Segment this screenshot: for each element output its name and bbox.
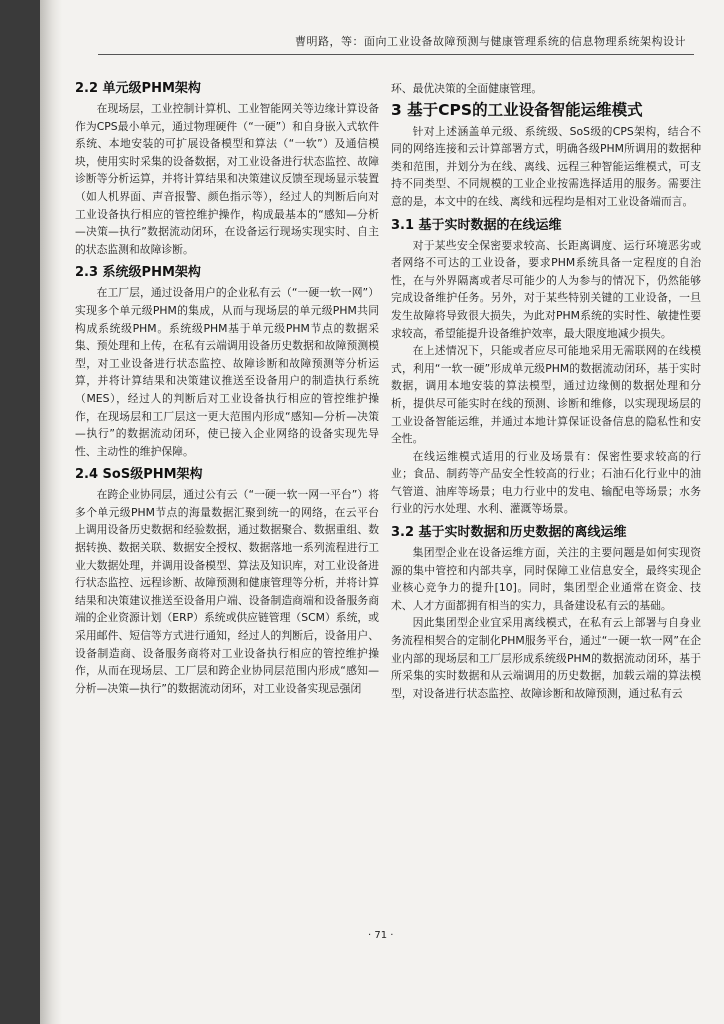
section-3-heading: 3 基于CPS的工业设备智能运维模式 bbox=[391, 100, 643, 119]
section-3-2-heading: 3.2 基于实时数据和历史数据的离线运维 bbox=[391, 525, 627, 541]
section-2-3-heading: 2.3 系统级PHM架构 bbox=[75, 265, 201, 281]
page-number: · 71 · bbox=[368, 930, 394, 941]
section-3-2-paragraph-2: 因此集团型企业宜采用离线模式，在私有云上部署与自身业务流程相契合的定制化PHM服务平台，通过“一硬一软一网”在企业内部的现场层和工厂层形成系统级PHM的数据流动闭环，基于所采集的实时数据和从云端调用的历史数据，加载云端的算法模型，对设备进行状态监控、故障诊断和故障预测，通过私有云 bbox=[391, 616, 701, 700]
continued-text: 环、最优决策的全面健康管理。 bbox=[391, 82, 543, 95]
section-3-1-paragraph-2: 在上述情况下，只能或者应尽可能地采用无需联网的在线模式，利用“一软一硬”形成单元级PHM的数据流动闭环，基于实时数据，调用本地安装的算法模型，通过边缘侧的数据处理和分析，提供尽可能实时在线的预测、诊断和维修，以实现现场层的工业设备智能运维，并通过本地计算保证设备信息的隐私性和安全性。 bbox=[391, 344, 701, 446]
section-2-3-paragraph: 在工厂层，通过设备用户的企业私有云（“一硬一软一网”）实现多个单元级PHM的集成，从而与现场层的单元级PHM共同构成系统级PHM。系统级PHM基于单元级PHM节点的数据采集、预处理和上传，在私有云端调用设备历史数据和故障预测模型，对工业设备进行状态监控、故障诊断和故障预测等分析运算，并将计算结果和决策建议推送至设备用户的制造执行系统（MES），经过人的判断后对工业设备执行相应的管控维护操作，在现场层和工厂层这一更大范围内形成“感知—分析—决策—执行”的数据流动闭环，使已接入企业网络的设备实现先导性、主动性的维护保障。 bbox=[75, 286, 379, 458]
section-2-4-heading: 2.4 SoS级PHM架构 bbox=[75, 467, 203, 483]
section-2-2-paragraph: 在现场层，工业控制计算机、工业智能网关等边缘计算设备作为CPS最小单元，通过物理硬件（“一硬”）和自身嵌入式软件系统、本地安装的可扩展设备模型和算法（“一软”）及通信模块，使用实时采集的设备数据，对工业设备进行状态监控、故障诊断等分析运算，并将计算结果和决策建议反馈至现场显示装置（如人机界面、声音报警、颜色指示等），经过人的判断后向对工业设备执行相应的管控维护操作，构成最基本的“感知—分析—决策—执行”数据流动闭环，在设备运行现场实现实时、自主的状态监测和故障诊断。 bbox=[75, 102, 379, 256]
section-2-4-paragraph: 在跨企业协同层，通过公有云（“一硬一软一网一平台”）将多个单元级PHM节点的海量数据汇聚到统一的网络，在云平台上调用设备历史数据和经验数据，通过数据聚合、数据重组、数据转换、数据关联、数据安全授权、数据落地一系列流程进行工业大数据处理，并调用设备模型、算法及知识库，对工业设备进行状态监控、远程诊断、故障预测和健康管理等分析，并将计算结果和决策建议推送至设备用户端、设备制造商端和设备服务商端的企业资源计划（ERP）系统或供应链管理（SCM）系统，或采用邮件、短信等方式进行通知，经过人的判断后，设备用户、设备制造商、设备服务商将对工业设备执行相应的管控维护操作，从而在现场层、工厂层和跨企业协同层范围内形成“感知—分析—决策—执行”的数据流动闭环，对工业设备实现忌强闭 bbox=[75, 488, 379, 695]
page-binding-shadow bbox=[40, 0, 62, 1024]
journal-page bbox=[40, 0, 724, 1024]
section-3-1-paragraph-1: 对于某些安全保密要求较高、长距离调度、运行环境恶劣或者网络不可达的工业设备，要求PHM系统具备一定程度的自治性，在与外界隔离或者尽可能少的人为参与的情况下，仍然能够完成设备维护任务。另外，对于某些特别关键的工业设备，一旦发生故障将导致很大损失，为此对PHM系统的实时性、敏捷性要求较高，希望能提升设备维护效率，最大限度地减少损失。 bbox=[391, 238, 701, 340]
running-head: 曹明路，等：面向工业设备故障预测与健康管理系统的信息物理系统架构设计 bbox=[295, 35, 686, 48]
section-3-2-paragraph-1: 集团型企业在设备运维方面，关注的主要问题是如何实现资源的集中管控和内部共享，同时保障工业信息安全，最终实现企业核心竞争力的提升[10]。同时，集团型企业通常在资金、技术、人才方面都拥有相当的实力，具备建设私有云的基础。 bbox=[391, 546, 701, 612]
header-rule bbox=[98, 54, 694, 55]
section-2-2-heading: 2.2 单元级PHM架构 bbox=[75, 81, 201, 96]
section-3-paragraph: 针对上述涵盖单元级、系统级、SoS级的CPS架构，结合不同的网络连接和云计算部署方式，明确各级PHM所调用的数据种类和范围，并划分为在线、离线、远程三种智能运维模式，可支持不同类型、不同规模的工业企业按需选择适用的服务。需要注意的是，本文中的在线、离线和远程均是相对工业设备端而言。 bbox=[391, 124, 701, 208]
left-column bbox=[75, 80, 379, 697]
section-3-1-paragraph-3: 在线运维模式适用的行业及场景有：保密性要求较高的行业；食品、制药等产品安全性较高的行业；石油石化行业中的油气管道、油库等场景；电力行业中的发电、输配电等场景；水务行业的污水处理、水利、灌溉等场景。 bbox=[391, 449, 701, 516]
section-3-1-heading: 3.1 基于实时数据的在线运维 bbox=[391, 217, 562, 233]
right-column bbox=[391, 80, 701, 702]
